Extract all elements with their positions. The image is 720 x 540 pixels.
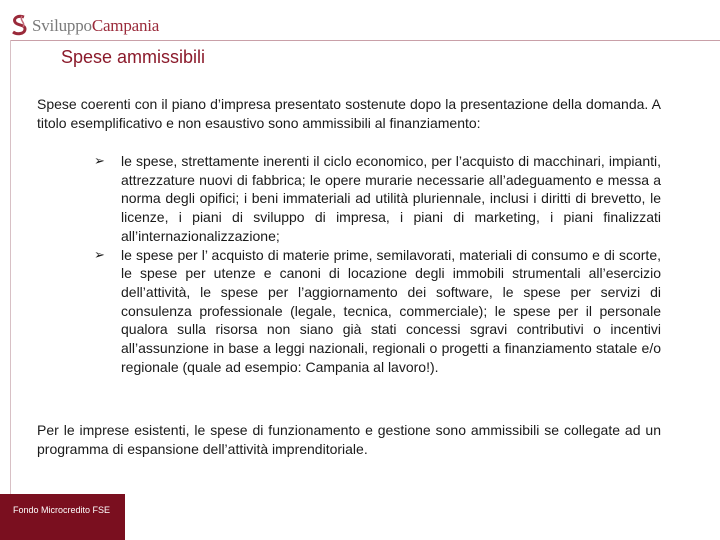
sviluppo-campania-logo [10,10,159,40]
arrowhead-bullet-icon: ➢ [94,153,105,168]
list-item [94,152,661,246]
logo-wordmark [32,17,159,34]
bullet-text: le spese, strettamente inerenti il ciclo economico, per l’acquisto di macchinari, impianti, attrezzature nuovi di fabbrica; le opere murarie necessarie all’adeguamento e messa a norma degli opifici; i beni immateriali ad utilità pluriennale, inclusi i diritti di brevetto, le licenze, i piani di sviluppo di impresa, i piani di marketing, i piani finalizzati all’internazionalizzazione; [121,153,661,244]
list-item [94,246,661,377]
slide-title: Spese ammissibili [61,47,206,67]
logo-mark-icon [10,14,30,36]
left-margin-divider [10,40,11,540]
intro-paragraph: Spese coerenti con il piano d’impresa presentato sostenute dopo la presentazione della domanda. A titolo esemplificativo e non esaustivo sono ammissibili al finanziamento: [37,96,661,131]
bullet-list [94,152,661,376]
header-divider [10,40,720,41]
closing-paragraph: Per le imprese esistenti, le spese di funzionamento e gestione sono ammissibili se collegate ad un programma di espansione dell’attività imprenditoriale. [37,422,661,457]
logo-word-sviluppo: Sviluppo [32,15,92,35]
footer-bar [0,494,125,540]
arrowhead-bullet-icon: ➢ [94,246,105,262]
logo-word-campania: Campania [91,15,160,35]
bullet-text: le spese per l’ acquisto di materie prime, semilavorati, materiali di consumo e di scorte, le spese per utenze e canoni di locazione degli immobili strumentali all’esercizio dell’attività, le spese per l’aggiornamento dei software, le spese per servizi di consulenza professionale (legale, tecnica, commerciale); le spese per il personale qualora sulla risorsa non siano già stati concessi sgravi contributivi o incentivi all’assunzione in base a leggi nazionali, regionali o progetti a finanziamento statale e/o regionale (quale ad esempio: Campania al lavoro!). [121,246,661,375]
footer-label: Fondo Microcredito FSE [13,505,111,515]
